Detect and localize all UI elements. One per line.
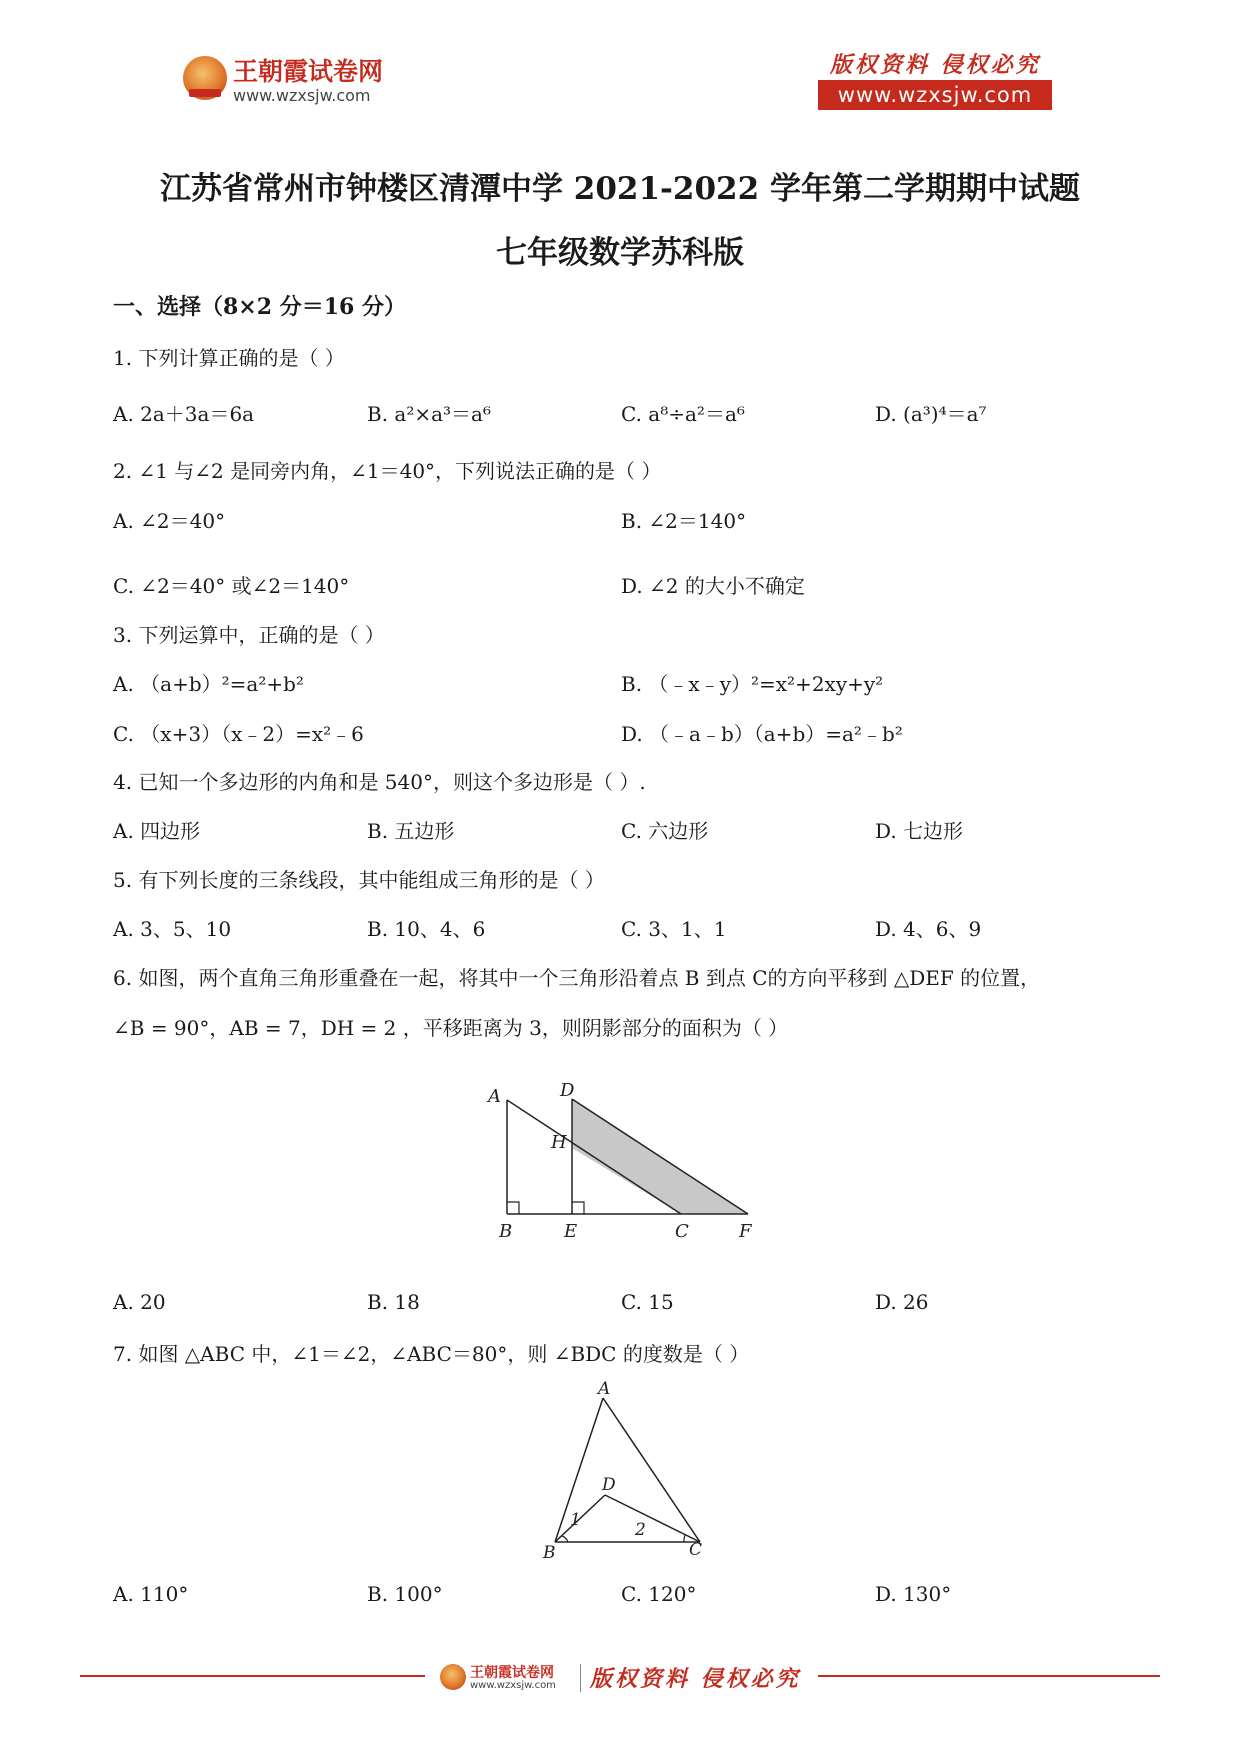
option-a: A. 20 xyxy=(113,1290,166,1314)
option-b: B. 18 xyxy=(367,1290,420,1314)
brand-name: 王朝霞试卷网 xyxy=(233,57,384,86)
option-c: C. ∠2＝40° 或∠2＝140° xyxy=(113,574,350,598)
label-c: C xyxy=(675,1221,689,1242)
brand-badge-icon xyxy=(183,56,227,100)
option-c: C. 15 xyxy=(621,1290,674,1314)
option-d: D. 4、6、9 xyxy=(875,917,982,941)
option-a: A. 2a＋3a＝6a xyxy=(113,402,255,426)
option-c: C. a⁸÷a²＝a⁶ xyxy=(621,402,745,426)
footer-logo xyxy=(440,1662,580,1694)
option-d: D. 七边形 xyxy=(875,819,964,843)
label-d: D xyxy=(560,1080,575,1101)
copyright-notice: 版权资料 侵权必究 xyxy=(830,52,1041,78)
question-stem: 7. 如图 △ABC 中，∠1＝∠2，∠ABC＝80°，则 ∠BDC 的度数是（ ） xyxy=(113,1342,750,1366)
label-b: B xyxy=(543,1543,556,1560)
label-d: D xyxy=(602,1475,616,1495)
exam-subtitle: 七年级数学苏科版 xyxy=(496,235,744,271)
option-a: A. 四边形 xyxy=(113,819,201,843)
option-a: A. ∠2＝40° xyxy=(113,509,226,533)
footer-separator xyxy=(580,1664,581,1692)
option-b: B. 10、4、6 xyxy=(367,917,486,941)
label-a: A xyxy=(488,1086,501,1107)
brand-logo xyxy=(183,50,413,110)
option-b: B. ∠2＝140° xyxy=(621,509,747,533)
option-b: B. 100° xyxy=(367,1582,443,1606)
question-stem: 1. 下列计算正确的是（ ） xyxy=(113,346,345,370)
exam-title: 江苏省常州市钟楼区清潭中学 2021-2022 学年第二学期期中试题 xyxy=(159,171,1080,207)
option-d: D. 26 xyxy=(875,1290,929,1314)
option-a: A. （a+b）²=a²+b² xyxy=(113,672,304,696)
footer-rule-right xyxy=(818,1675,1160,1677)
footer-copyright: 版权资料 侵权必究 xyxy=(590,1666,801,1692)
option-d: D. （﹣a﹣b）（a+b）=a²﹣b² xyxy=(621,722,903,746)
label-e: E xyxy=(564,1221,578,1242)
option-b: B. 五边形 xyxy=(367,819,455,843)
question-stem: 6. 如图，两个直角三角形重叠在一起，将其中一个三角形沿着点 B 到点 C的方向平移到 △DEF 的位置， xyxy=(113,966,1041,990)
label-c: C xyxy=(689,1540,703,1560)
brand-url: www.wzxsjw.com xyxy=(233,86,371,105)
site-url-banner: www.wzxsjw.com xyxy=(818,80,1052,110)
option-a: A. 3、5、10 xyxy=(113,917,232,941)
label-f: F xyxy=(739,1221,752,1242)
option-d: D. 130° xyxy=(875,1582,952,1606)
triangle-abc-figure xyxy=(525,1380,725,1560)
option-d: D. (a³)⁴＝a⁷ xyxy=(875,402,987,426)
footer-brand-url: www.wzxsjw.com xyxy=(470,1680,556,1691)
question-stem: 2. ∠1 与∠2 是同旁内角，∠1＝40°，下列说法正确的是（ ） xyxy=(113,459,662,483)
label-h: H xyxy=(551,1132,567,1153)
question-stem-continued: ∠B = 90°，AB = 7，DH = 2 ，平移距离为 3，则阴影部分的面积为（ ） xyxy=(113,1016,789,1040)
question-stem: 4. 已知一个多边形的内角和是 540°，则这个多边形是（ ）. xyxy=(113,770,646,794)
option-c: C. 120° xyxy=(621,1582,697,1606)
label-a: A xyxy=(598,1380,611,1399)
option-a: A. 110° xyxy=(113,1582,189,1606)
question-stem: 3. 下列运算中，正确的是（ ） xyxy=(113,623,385,647)
option-b: B. （﹣x﹣y）²=x²+2xy+y² xyxy=(621,672,884,696)
option-d: D. ∠2 的大小不确定 xyxy=(621,574,805,598)
label-b: B xyxy=(499,1221,513,1242)
label-1: 1 xyxy=(570,1510,581,1530)
footer-rule-left xyxy=(80,1675,425,1677)
option-c: C. 3、1、1 xyxy=(621,917,727,941)
section-heading: 一、选择（8×2 分＝16 分） xyxy=(113,294,406,320)
option-c: C. （x+3）（x﹣2）=x²﹣6 xyxy=(113,722,364,746)
footer-badge-icon xyxy=(440,1664,466,1690)
question-stem: 5. 有下列长度的三条线段，其中能组成三角形的是（ ） xyxy=(113,868,605,892)
label-2: 2 xyxy=(635,1520,646,1540)
option-c: C. 六边形 xyxy=(621,819,709,843)
translated-triangles-figure xyxy=(480,1080,780,1250)
option-b: B. a²×a³＝a⁶ xyxy=(367,402,491,426)
footer-brand-name: 王朝霞试卷网 xyxy=(470,1665,554,1681)
